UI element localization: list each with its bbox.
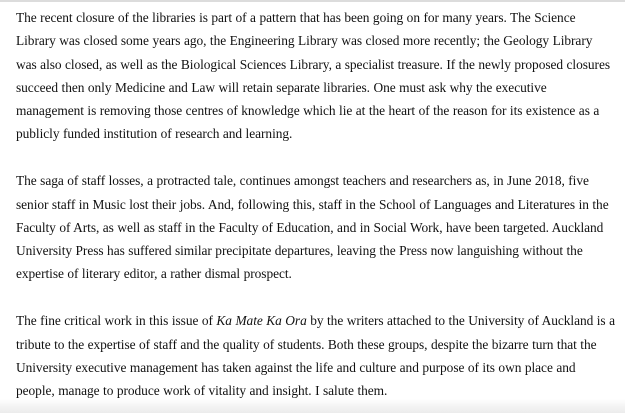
page-bottom-shadow: [0, 399, 625, 413]
paragraph-library-closures: The recent closure of the libraries is part of a pattern that has been going on for many years. The Science Library was closed some years ago, the Engineering Library was closed more recently; the Geology Library was also closed, as well as the Biological Sciences Library, a specialist treasure. If the newly proposed closures succeed then only Medicine and Law will retain separate libraries. One must ask why the executive management is removing those centres of knowledge which lie at the heart of the reason for its existence as a publicly funded institution of research and learning.: [16, 10, 611, 142]
paragraph-text-start: The fine critical work in this issue of: [16, 313, 217, 329]
paragraph-text-end: by the writers attached to the University of Auckland is a tribute to the expertise of staff and the quality of students. Both these groups, despite the bizarre turn that the University executive management has taken against the life and culture and purpose of its own place and people, manage to produce work of vitality and insight. I salute them.: [16, 313, 615, 399]
document-body: [16, 6, 616, 402]
paragraph-critical-work: [16, 309, 616, 402]
journal-title: Ka Mate Ka Ora: [216, 313, 307, 329]
top-divider: [0, 0, 625, 2]
paragraph-staff-losses: The saga of staff losses, a protracted tale, continues amongst teachers and researchers as, in June 2018, five senior staff in Music lost their jobs. And, following this, staff in the School of Languages and Literatures in the Faculty of Arts, as well as staff in the Faculty of Education, and in Social Work, have been targeted. Auckland University Press has suffered similar precipitate departures, leaving the Press now languishing without the expertise of literary editor, a rather dismal prospect.: [16, 173, 609, 282]
